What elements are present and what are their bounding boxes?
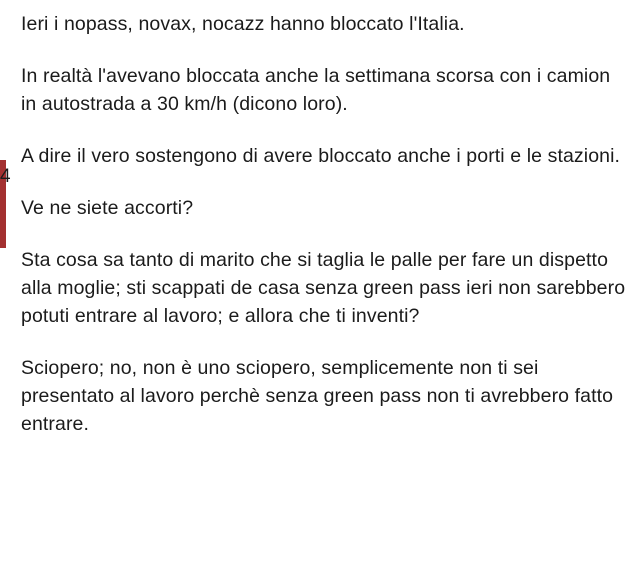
paragraph: Ve ne siete accorti? — [21, 197, 194, 219]
paragraph: Sciopero; no, non è uno sciopero, semplicemente non ti sei presentato al lavoro perchè senza green pass non ti avrebbero fatto entrare. — [21, 357, 619, 435]
edge-glyph-text: 4 — [0, 166, 11, 187]
paragraph: Ieri i nopass, novax, nocazz hanno bloccato l'Italia. — [21, 13, 465, 35]
paragraph: Sta cosa sa tanto di marito che si taglia le palle per fare un dispetto alla moglie; sti scappati de casa senza green pass ieri non sarebbero potuti entrare al lavoro; e allora che ti inventi? — [21, 249, 631, 327]
paragraph: In realtà l'avevano bloccata anche la settimana scorsa con i camion in autostrada a 30 km/h (dicono loro). — [21, 65, 616, 115]
paragraph: A dire il vero sostengono di avere bloccato anche i porti e le stazioni. — [21, 145, 621, 167]
text-body — [21, 10, 631, 438]
